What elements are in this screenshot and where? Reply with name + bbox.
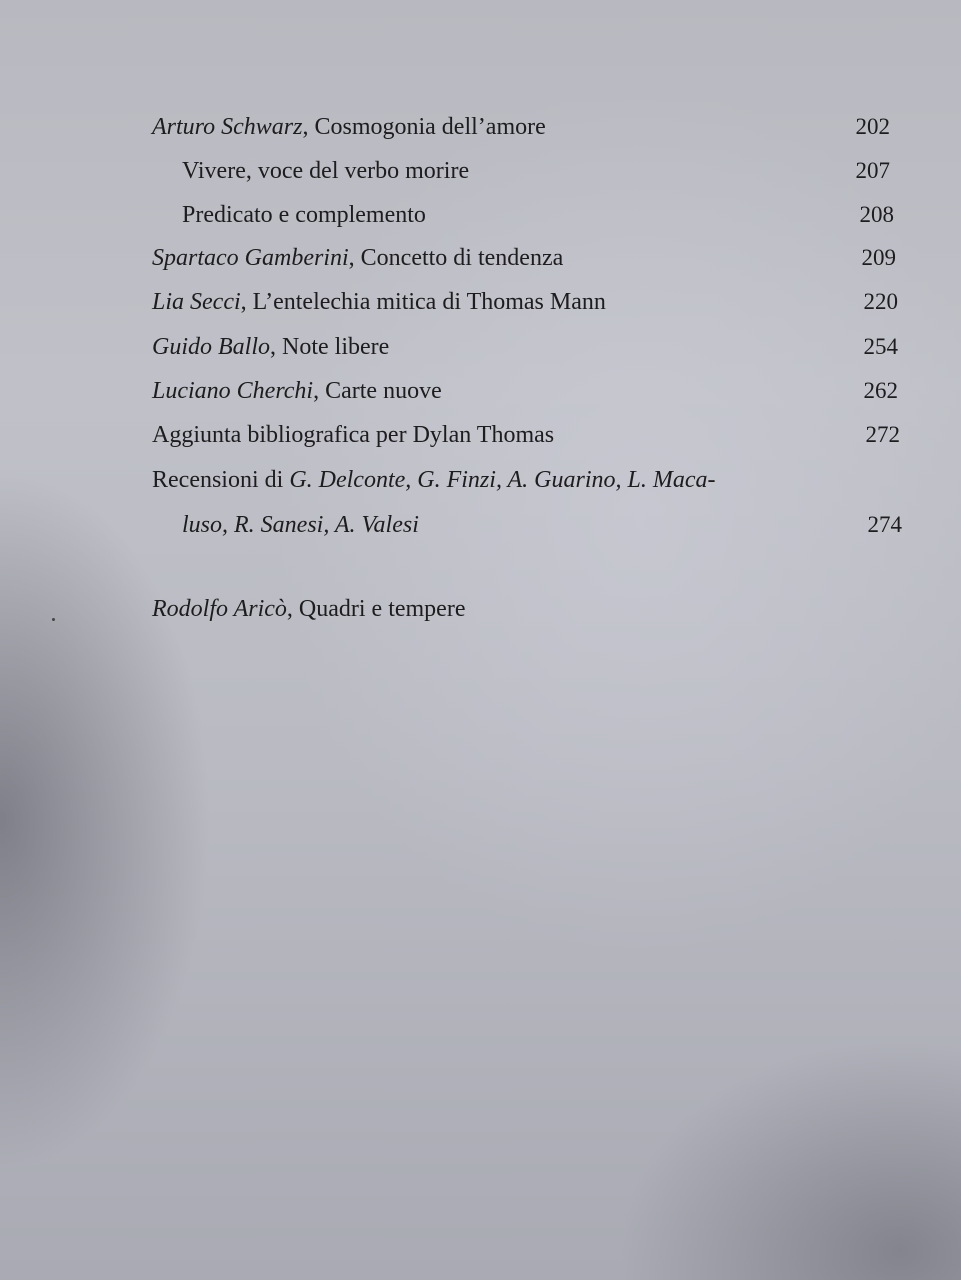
toc-entry bbox=[0, 151, 961, 191]
page-number: 220 bbox=[863, 289, 898, 314]
entry-author: Lia Secci bbox=[152, 289, 241, 315]
entry-title: Predicato e complemento bbox=[182, 202, 426, 228]
entry-author: Rodolfo Aricò bbox=[152, 596, 287, 622]
page-number: 208 bbox=[859, 202, 894, 227]
toc-entry bbox=[0, 238, 961, 278]
page-number: 262 bbox=[863, 378, 898, 403]
page-number: 207 bbox=[855, 158, 890, 183]
entry-author: Arturo Schwarz bbox=[152, 114, 303, 140]
paper-speck bbox=[52, 618, 55, 621]
toc-entry bbox=[0, 327, 961, 367]
toc-entry bbox=[0, 371, 961, 411]
reviews-line-1 bbox=[152, 460, 716, 500]
reviewer-names: G. Delconte, G. Finzi, A. Guarino, L. Maca- bbox=[289, 467, 716, 493]
entry-title: Aggiunta bibliografica per Dylan Thomas bbox=[152, 422, 555, 448]
entry-title: Guido Ballo, Note libere bbox=[152, 334, 390, 360]
entry-title: Vivere, voce del verbo morire bbox=[182, 158, 470, 184]
page-number: 254 bbox=[863, 334, 898, 359]
page-number: 274 bbox=[867, 512, 902, 537]
page-number: 272 bbox=[865, 422, 900, 447]
entry-title: Luciano Cherchi, Carte nuove bbox=[152, 378, 442, 404]
entry-title: Spartaco Gamberini, Concetto di tendenza bbox=[152, 245, 564, 271]
toc-entry-plates bbox=[0, 589, 961, 629]
entry-author: Spartaco Gamberini bbox=[152, 245, 349, 271]
page-number: 202 bbox=[855, 114, 890, 139]
entry-title: Arturo Schwarz, Cosmogonia dell’amore bbox=[152, 114, 546, 140]
reviews-prefix: Recensioni di bbox=[152, 467, 290, 493]
toc-entry-reviews-cont bbox=[0, 505, 961, 545]
toc-entry bbox=[0, 282, 961, 322]
reviews-line-2: luso, R. Sanesi, A. Valesi bbox=[182, 512, 419, 538]
toc-entry bbox=[0, 415, 961, 455]
entry-author: Luciano Cherchi bbox=[152, 378, 314, 404]
toc-entry bbox=[0, 195, 961, 235]
entry-author: Guido Ballo bbox=[152, 334, 270, 360]
entry-title: Lia Secci, L’entelechia mitica di Thomas Mann bbox=[152, 289, 606, 315]
toc-entry bbox=[0, 107, 961, 147]
entry-title: Rodolfo Aricò, Quadri e tempere bbox=[152, 596, 466, 622]
toc-entry-reviews bbox=[0, 460, 961, 500]
page-number: 209 bbox=[861, 245, 896, 270]
